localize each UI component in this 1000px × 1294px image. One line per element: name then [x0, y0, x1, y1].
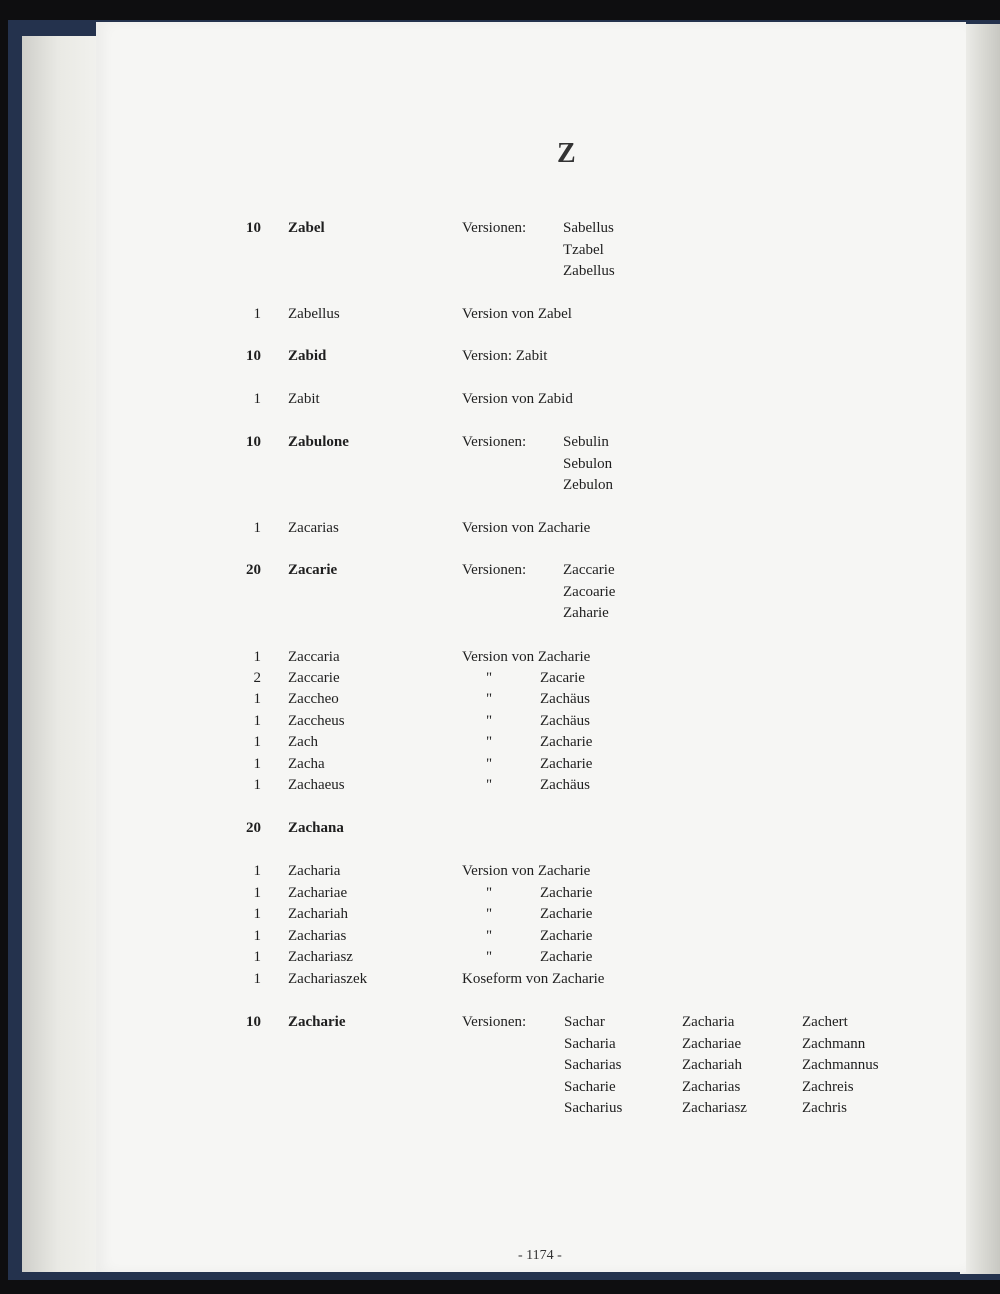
entry-count: 1	[253, 756, 261, 772]
zacharie-version: Zachert	[802, 1014, 848, 1030]
entry-name: Zachariah	[288, 906, 348, 922]
entry-count: 1	[253, 306, 261, 322]
ditto-mark: "	[486, 949, 493, 965]
zacharie-version: Zachmannus	[802, 1057, 879, 1073]
page-number: - 1174 -	[518, 1248, 562, 1263]
entry-version: Zacharie	[540, 885, 593, 901]
entry-count: 10	[246, 348, 261, 364]
entry-version: Zacarie	[540, 670, 585, 686]
entry-name: Zachariasz	[288, 949, 353, 965]
ditto-mark: "	[486, 928, 493, 944]
entry-version: Zaccarie	[563, 562, 615, 578]
ditto-mark: "	[486, 906, 493, 922]
entry-name: Zaccheus	[288, 713, 345, 729]
entry-version: Zacharie	[540, 906, 593, 922]
entry-info: Version von Zacharie	[462, 649, 591, 665]
entry-version: Zacharie	[540, 928, 593, 944]
entry-version: Zacharie	[540, 949, 593, 965]
zacharie-version: Zachariasz	[682, 1100, 747, 1116]
entry-info: Version von Zacharie	[462, 520, 591, 536]
entry-count: 1	[253, 520, 261, 536]
zacharie-version: Zachariah	[682, 1057, 742, 1073]
entry-info: Version: Zabit	[462, 348, 548, 364]
entry-version: Zachäus	[540, 713, 590, 729]
ditto-mark: "	[486, 885, 493, 901]
entry-name: Zacarias	[288, 520, 339, 536]
entry-name: Zachaeus	[288, 777, 345, 793]
zacharie-version: Sacharia	[564, 1035, 616, 1052]
entry-name: Zacharia	[288, 863, 341, 879]
entry-name: Zabid	[288, 348, 327, 364]
entry-version: Sebulon	[563, 455, 613, 472]
entry-count: 2	[253, 670, 261, 686]
zacharie-version: Zachreis	[802, 1078, 854, 1095]
entry-info: Version von Zabel	[462, 306, 572, 322]
entry-version: Zacharie	[540, 756, 593, 772]
entry-version: Zaharie	[563, 605, 609, 621]
entry-name: Zabel	[288, 220, 325, 236]
entry-count: 1	[253, 949, 261, 965]
entry-name: Zach	[288, 734, 318, 750]
entry-name: Zaccaria	[288, 649, 340, 665]
entry-count: 1	[253, 691, 261, 707]
entry-count: 1	[253, 928, 261, 944]
entry-name: Zacharie	[288, 1014, 346, 1030]
entry-name: Zaccarie	[288, 670, 340, 686]
zacharie-version: Zacharia	[682, 1014, 735, 1030]
zacharie-version: Sacharius	[564, 1100, 623, 1116]
entry-count: 1	[253, 863, 261, 879]
entry-info: Version von Zabid	[462, 391, 573, 407]
entry-version: Zacoarie	[563, 583, 616, 600]
ditto-mark: "	[486, 713, 493, 729]
entry-version: Zebulon	[563, 477, 613, 493]
entry-info: Versionen:	[462, 434, 527, 450]
right-page-edges	[960, 24, 1000, 1274]
entry-info: Versionen:	[462, 220, 527, 236]
ditto-mark: "	[486, 670, 493, 686]
entry-name: Zaccheo	[288, 691, 339, 707]
entry-count: 1	[253, 885, 261, 901]
entry-name: Zabellus	[288, 306, 340, 322]
ditto-mark: "	[486, 756, 493, 772]
zacharie-version: Zachmann	[802, 1035, 866, 1052]
entry-name: Zabit	[288, 391, 320, 407]
entry-name: Zachariae	[288, 885, 348, 901]
entry-name: Zabulone	[288, 434, 349, 450]
entry-count: 20	[246, 820, 261, 836]
entry-name: Zacha	[288, 756, 325, 772]
zacharie-version: Zachris	[802, 1100, 847, 1116]
entry-version: Zachäus	[540, 691, 590, 707]
ditto-mark: "	[486, 691, 493, 707]
entry-version: Sebulin	[563, 434, 609, 450]
section-letter: Z	[557, 138, 577, 169]
entry-version: Zachäus	[540, 777, 590, 793]
entry-info: Koseform von Zacharie	[462, 971, 605, 987]
entry-count: 1	[253, 391, 261, 407]
entry-version: Sabellus	[563, 220, 614, 236]
entry-info: Versionen:	[462, 562, 527, 578]
zacharie-version: Sachar	[564, 1014, 605, 1030]
entry-count: 1	[253, 734, 261, 750]
entry-count: 1	[253, 777, 261, 793]
entry-name: Zacarie	[288, 562, 338, 578]
entry-count: 1	[253, 906, 261, 922]
entry-version: Tzabel	[563, 241, 604, 258]
entry-count: 10	[246, 220, 261, 236]
entry-count: 10	[246, 1014, 261, 1030]
entry-name: Zachariaszek	[288, 971, 368, 987]
entry-count: 20	[246, 562, 261, 578]
book-page	[96, 22, 966, 1272]
entry-name: Zacharias	[288, 928, 347, 944]
zacharie-version: Sacharie	[564, 1078, 616, 1095]
ditto-mark: "	[486, 734, 493, 750]
entry-count: 1	[253, 713, 261, 729]
entry-count: 1	[253, 649, 261, 665]
ditto-mark: "	[486, 777, 493, 793]
entry-info: Versionen:	[462, 1014, 527, 1030]
entry-count: 10	[246, 434, 261, 450]
entry-count: 1	[253, 971, 261, 987]
entry-version: Zacharie	[540, 734, 593, 750]
zacharie-version: Zacharias	[682, 1078, 741, 1095]
entry-info: Version von Zacharie	[462, 863, 591, 879]
zacharie-version: Sacharias	[564, 1057, 622, 1073]
entry-name: Zachana	[288, 820, 344, 836]
zacharie-version: Zachariae	[682, 1035, 742, 1052]
entry-version: Zabellus	[563, 263, 615, 279]
